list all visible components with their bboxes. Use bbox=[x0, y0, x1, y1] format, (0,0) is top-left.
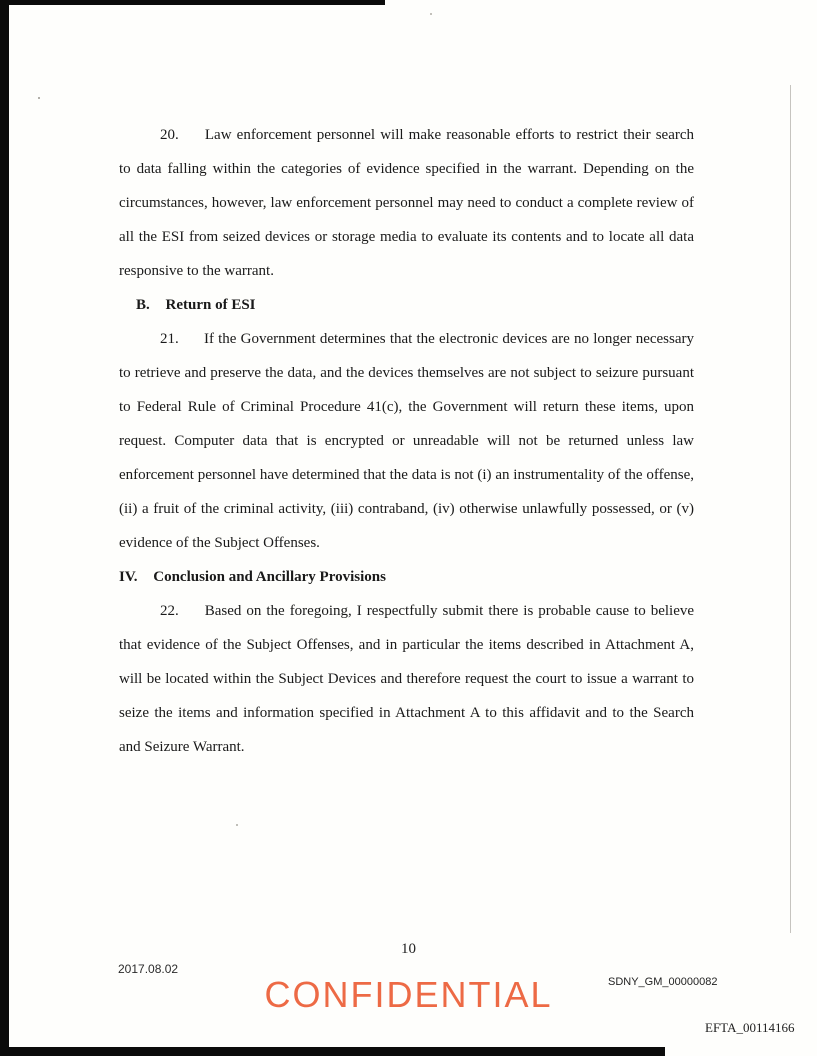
paragraph-21-text: If the Government determines that the electronic devices are no longer necessary to retrieve and preserve the data, and the devices themselves are not subject to seizure pursuant to Federal Rule of Criminal Procedure 41(c), the Government will return these items, upon request. Computer data that is encrypted or unreadable will not be returned unless law enforcement personnel have determined that the data is not (i) an instrumentality of the offense, (ii) a fruit of the criminal activity, (iii) contraband, (iv) otherwise unlawfully possessed, or (v) evidence of the Subject Offenses. bbox=[119, 331, 695, 551]
scan-edge-left bbox=[0, 0, 9, 1056]
heading-conclusion bbox=[119, 560, 694, 594]
scan-speckle bbox=[38, 97, 40, 99]
heading-iv-number: IV. bbox=[119, 569, 138, 585]
paragraph-22 bbox=[119, 594, 694, 764]
paragraph-20-number: 20. bbox=[160, 127, 179, 143]
page-number: 10 bbox=[401, 941, 416, 957]
bates-number-efta: EFTA_00114166 bbox=[705, 1020, 795, 1035]
heading-b-number: B. bbox=[136, 297, 150, 313]
paragraph-22-text: Based on the foregoing, I respectfully submit there is probable cause to believe that evidence of the Subject Offenses, and in particular the items described in Attachment A, will be located within the Subject Devices and therefore request the court to issue a warrant to seize the items and information specified in Attachment A to this affidavit and to the Search and Seizure Warrant. bbox=[119, 603, 695, 755]
scan-fold-line bbox=[790, 85, 791, 933]
scan-date-label: 2017.08.02 bbox=[118, 962, 179, 976]
confidential-stamp: CONFIDENTIAL bbox=[264, 974, 553, 1015]
heading-iv-text: Conclusion and Ancillary Provisions bbox=[153, 569, 386, 585]
paragraph-20-text: Law enforcement personnel will make reasonable efforts to restrict their search to data falling within the categories of evidence specified in the warrant. Depending on the circumstances, however, law enforcement personnel may need to conduct a complete review of all the ESI from seized devices or storage media to evaluate its contents and to locate all data responsive to the warrant. bbox=[119, 127, 695, 279]
scan-edge-top bbox=[0, 0, 385, 5]
bates-number-sdny: SDNY_GM_00000082 bbox=[608, 976, 718, 988]
heading-b-text: Return of ESI bbox=[165, 297, 256, 313]
document-body bbox=[119, 118, 694, 764]
heading-return-of-esi bbox=[119, 288, 694, 322]
paragraph-21 bbox=[119, 322, 694, 560]
paragraph-22-number: 22. bbox=[160, 603, 179, 619]
paragraph-20 bbox=[119, 118, 694, 288]
paragraph-21-number: 21. bbox=[160, 331, 179, 347]
scan-edge-bottom bbox=[0, 1047, 665, 1056]
